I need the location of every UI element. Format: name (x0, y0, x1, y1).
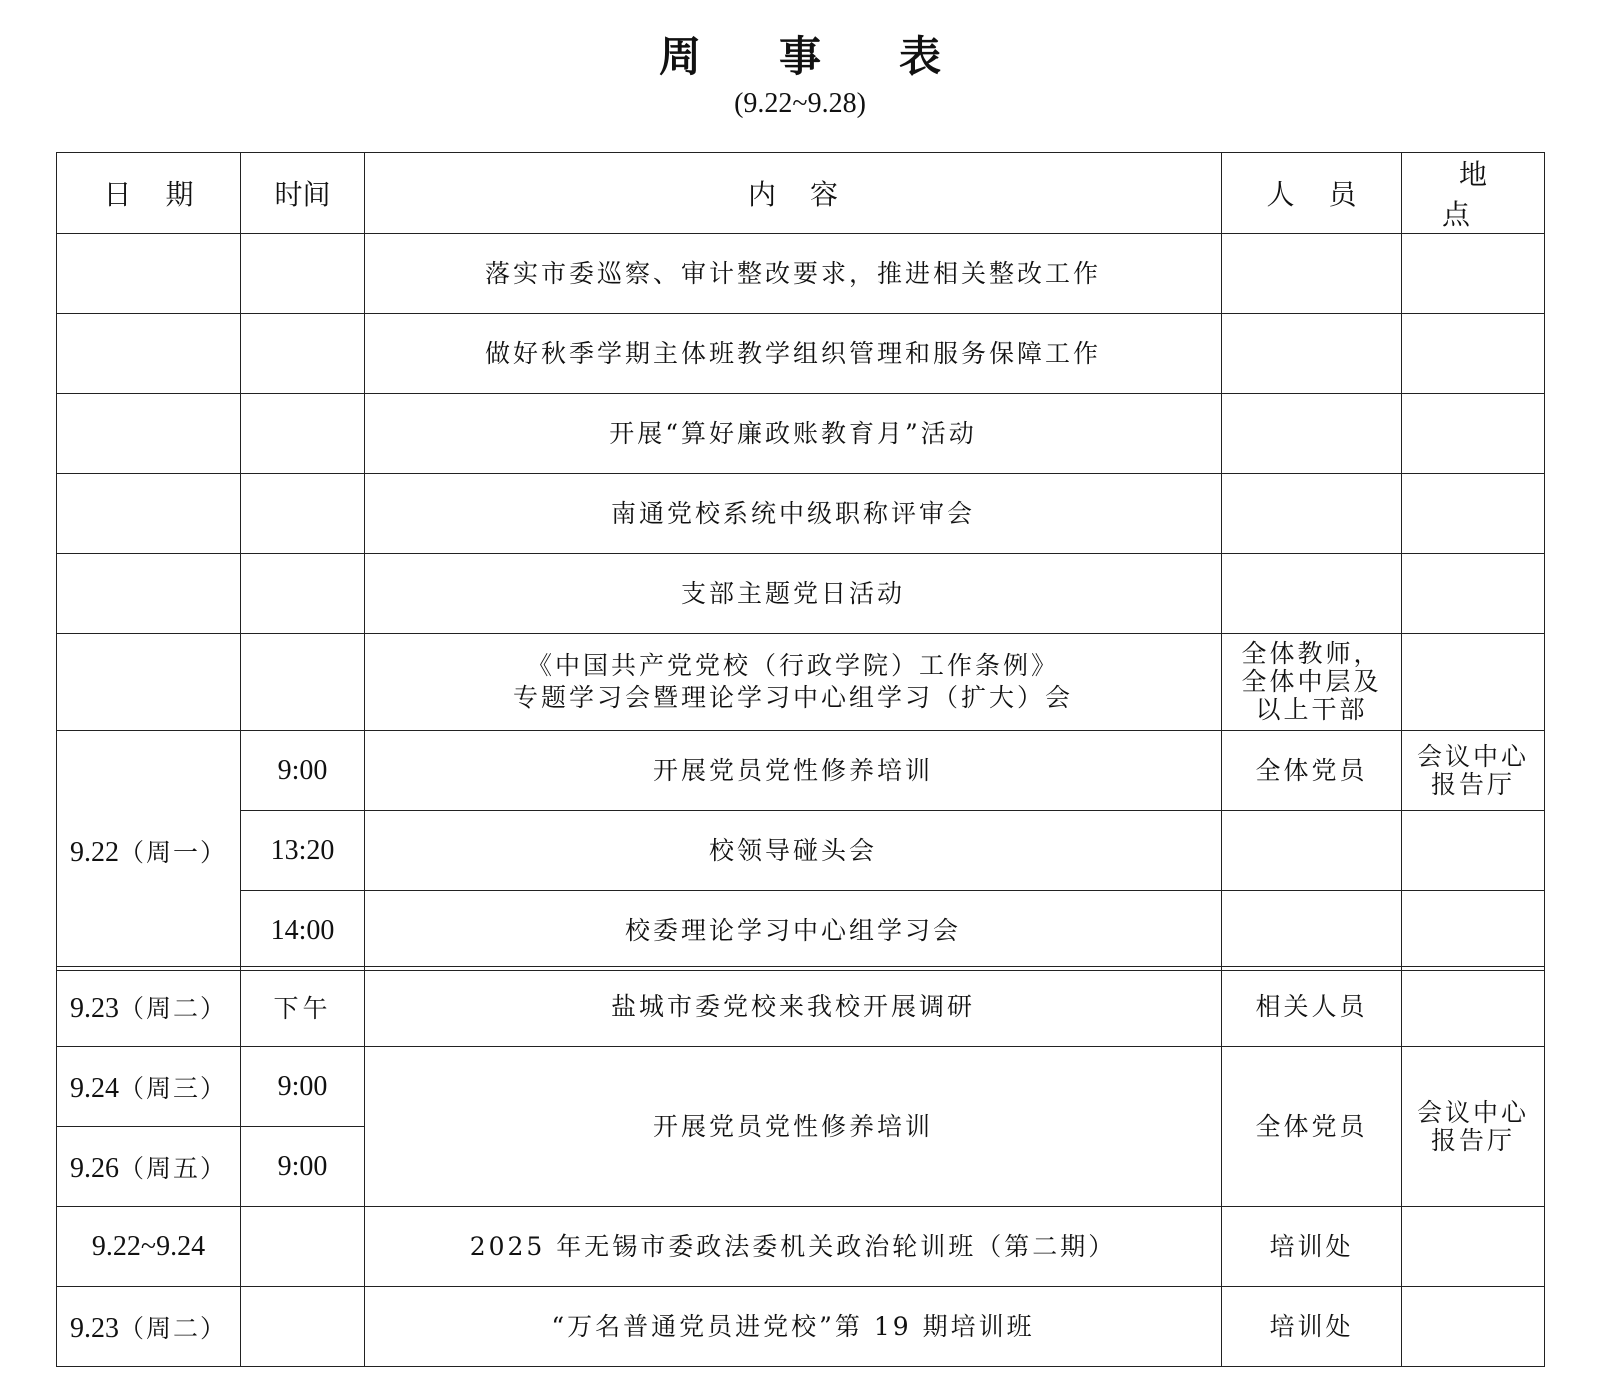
table-row (57, 314, 1545, 394)
people-cell (1222, 891, 1402, 971)
time-cell (241, 394, 365, 474)
table-row (57, 474, 1545, 554)
people-cell (1222, 314, 1402, 394)
location-cell (1402, 634, 1545, 731)
date-cell (57, 1287, 241, 1367)
table-row (57, 731, 1545, 811)
content-cell: 开展党员党性修养培训 (365, 1047, 1222, 1207)
location-cell (1402, 1287, 1545, 1367)
date-cell (57, 731, 241, 971)
time-cell (241, 1207, 365, 1287)
date-value: 9.23 (69, 1312, 119, 1344)
content-cell: 开展“算好廉政账教育月”活动 (365, 394, 1222, 474)
time-cell: 9:00 (241, 1047, 365, 1127)
people-cell (1222, 394, 1402, 474)
content-cell: 开展党员党性修养培训 (365, 731, 1222, 811)
time-cell: 9:00 (241, 1127, 365, 1207)
content-cell: 南通党校系统中级职称评审会 (365, 474, 1222, 554)
table-row (57, 1207, 1545, 1287)
time-cell: 13:20 (241, 811, 365, 891)
table-row (57, 554, 1545, 634)
content-cell: 盐城市委党校来我校开展调研 (365, 967, 1222, 1047)
date-cell (57, 967, 241, 1047)
weekly-schedule-table (56, 152, 1545, 971)
table-row (57, 394, 1545, 474)
time-value: 下午 (273, 993, 332, 1023)
location-cell (1402, 394, 1545, 474)
location-cell (1402, 1207, 1545, 1287)
time-cell (241, 1287, 365, 1367)
date-cell (57, 474, 241, 554)
date-cell (57, 554, 241, 634)
table-row (57, 634, 1545, 731)
people-line: 全体教师， (1241, 639, 1382, 668)
table-row (57, 1047, 1545, 1127)
header-time: 时间 (241, 153, 365, 234)
date-cell (57, 234, 241, 314)
content-cell: 支部主题党日活动 (365, 554, 1222, 634)
date-value: 9.22 (69, 836, 119, 868)
location-cell (1402, 1047, 1545, 1207)
table-row (57, 891, 1545, 971)
people-line: 以上干部 (1255, 695, 1368, 724)
header-content: 内容 (365, 153, 1222, 234)
date-value: 9.23 (69, 992, 119, 1024)
time-cell (241, 234, 365, 314)
page-title: 周事表 (658, 32, 1019, 81)
people-cell: 培训处 (1222, 1287, 1402, 1367)
location-line: 会议中心 (1416, 741, 1529, 771)
people-cell (1222, 554, 1402, 634)
location-cell (1402, 731, 1545, 811)
header-row (57, 153, 1545, 234)
date-cell (57, 1047, 241, 1127)
content-cell: 2025 年无锡市委政法委机关政治轮训班（第二期） (365, 1207, 1222, 1287)
location-cell (1402, 234, 1545, 314)
content-cell (365, 634, 1222, 731)
people-cell (1222, 234, 1402, 314)
people-line: 全体中层及 (1241, 667, 1382, 696)
time-cell (241, 554, 365, 634)
content-cell: 校委理论学习中心组学习会 (365, 891, 1222, 971)
people-cell: 全体党员 (1222, 1047, 1402, 1207)
location-cell (1402, 811, 1545, 891)
date-value: 9.24 (69, 1072, 119, 1104)
weekday-label: （周三） (118, 1073, 227, 1103)
time-cell (241, 634, 365, 731)
date-value: 9.26 (69, 1152, 119, 1184)
date-cell: 9.22~9.24 (57, 1207, 241, 1287)
table-row (57, 234, 1545, 314)
people-cell (1222, 474, 1402, 554)
table-row (57, 1287, 1545, 1367)
header-people: 人员 (1222, 153, 1402, 234)
time-cell: 9:00 (241, 731, 365, 811)
time-cell: 14:00 (241, 891, 365, 971)
content-cell: 做好秋季学期主体班教学组织管理和服务保障工作 (365, 314, 1222, 394)
location-line: 会议中心 (1416, 1097, 1529, 1127)
content-cell: 校领导碰头会 (365, 811, 1222, 891)
location-line: 报告厅 (1430, 1125, 1515, 1155)
weekday-label: （周二） (118, 1313, 227, 1343)
weekly-schedule-table-continued (56, 966, 1545, 1367)
people-cell: 培训处 (1222, 1207, 1402, 1287)
date-cell (57, 314, 241, 394)
weekday-label: （周五） (118, 1153, 227, 1183)
location-line: 报告厅 (1430, 769, 1515, 799)
content-line: 专题学习会暨理论学习中心组学习（扩大）会 (512, 683, 1073, 712)
header-location: 地点 (1402, 153, 1545, 234)
content-line: 《中国共产党党校（行政学院）工作条例》 (526, 651, 1059, 680)
header-date: 日期 (57, 153, 241, 234)
content-cell: “万名普通党员进党校”第 19 期培训班 (365, 1287, 1222, 1367)
location-cell (1402, 474, 1545, 554)
location-cell (1402, 554, 1545, 634)
location-cell (1402, 314, 1545, 394)
people-cell: 全体党员 (1222, 731, 1402, 811)
date-cell (57, 1127, 241, 1207)
location-cell (1402, 967, 1545, 1047)
time-cell (241, 314, 365, 394)
time-cell (241, 474, 365, 554)
time-cell (241, 967, 365, 1047)
location-cell (1402, 891, 1545, 971)
table-row (57, 811, 1545, 891)
content-cell: 落实市委巡察、审计整改要求，推进相关整改工作 (365, 234, 1222, 314)
people-cell (1222, 811, 1402, 891)
date-cell (57, 394, 241, 474)
date-cell (57, 634, 241, 731)
people-cell (1222, 634, 1402, 731)
weekday-label: （周一） (118, 837, 227, 867)
table-row (57, 967, 1545, 1047)
people-cell: 相关人员 (1222, 967, 1402, 1047)
weekday-label: （周二） (118, 993, 227, 1023)
date-range-subtitle: (9.22~9.28) (734, 88, 866, 119)
